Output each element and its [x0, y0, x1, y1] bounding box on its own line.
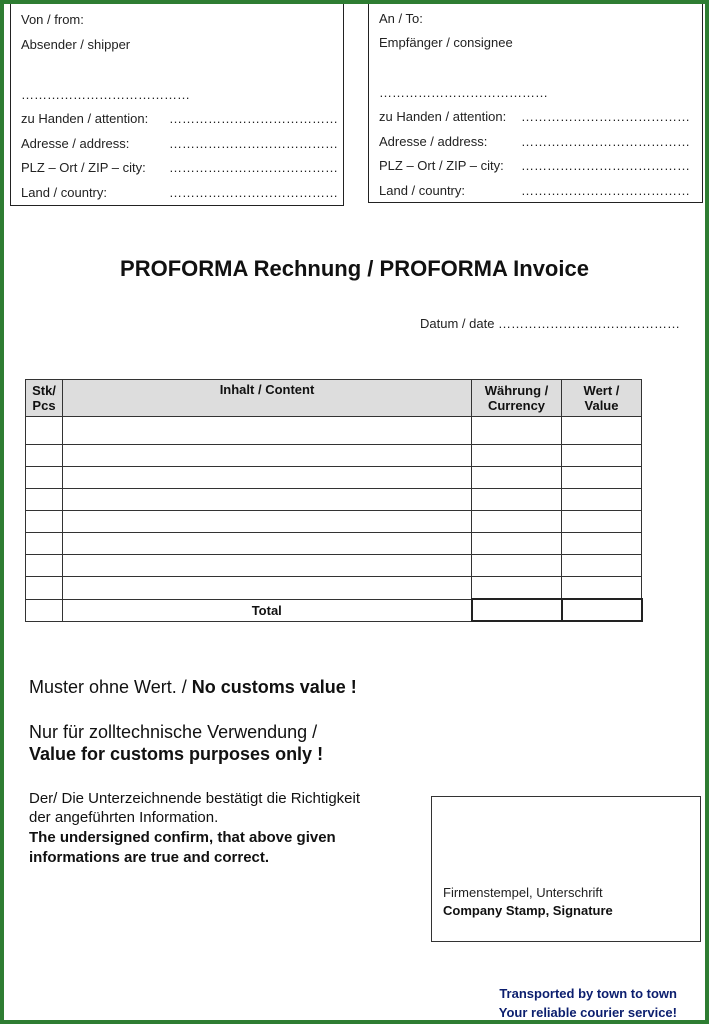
qty-cell[interactable] [26, 577, 63, 600]
table-row [26, 445, 642, 467]
currency-cell[interactable] [472, 577, 562, 600]
content-cell[interactable] [63, 511, 472, 533]
currency-cell[interactable] [472, 489, 562, 511]
table-row [26, 511, 642, 533]
qty-cell[interactable] [26, 467, 63, 489]
to-country-label: Land / country: [379, 183, 465, 198]
content-cell[interactable] [63, 577, 472, 600]
sender-label: Absender / shipper [21, 37, 131, 52]
value-cell[interactable] [562, 467, 642, 489]
customs-purpose-notice-en: Value for customs purposes only ! [29, 744, 324, 764]
recipient-name-line[interactable]: ………………………………… [379, 85, 548, 100]
from-country-label: Land / country: [21, 185, 107, 200]
total-qty-cell [26, 599, 63, 621]
qty-cell[interactable] [26, 555, 63, 577]
footer-line-1: Transported by town to town [499, 986, 677, 1001]
footer-tagline [499, 984, 677, 1022]
content-cell[interactable] [63, 417, 472, 445]
sender-name-line[interactable]: ………………………………… [21, 87, 190, 102]
value-cell[interactable] [562, 511, 642, 533]
content-cell[interactable] [63, 445, 472, 467]
table-row [26, 489, 642, 511]
currency-cell[interactable] [472, 533, 562, 555]
currency-cell[interactable] [472, 417, 562, 445]
recipient-address-box [368, 2, 703, 203]
invoice-table [25, 379, 643, 622]
from-attention-line[interactable]: ………………………………… [169, 111, 338, 126]
from-zip-line[interactable]: ………………………………… [169, 160, 338, 175]
to-zip-label: PLZ – Ort / ZIP – city: [379, 158, 504, 173]
table-header-row [26, 380, 642, 417]
qty-header: Stk/ Pcs [26, 380, 63, 417]
value-cell[interactable] [562, 577, 642, 600]
value-cell[interactable] [562, 489, 642, 511]
declaration-de-1: Der/ Die Unterzeichnende bestätigt die Richtigkeit [29, 790, 361, 807]
to-address-line[interactable]: ………………………………… [521, 134, 690, 149]
page-title: PROFORMA Rechnung / PROFORMA Invoice [120, 256, 589, 281]
currency-cell[interactable] [472, 467, 562, 489]
footer-line-2: Your reliable courier service! [498, 1005, 677, 1020]
content-cell[interactable] [63, 533, 472, 555]
table-row [26, 467, 642, 489]
content-header: Inhalt / Content [63, 380, 472, 417]
value-header: Wert / Value [562, 380, 642, 417]
customs-purpose-notice-de: Nur für zolltechnische Verwendung / [29, 722, 318, 742]
table-row [26, 417, 642, 445]
declaration-en-1: The undersigned confirm, that above given [29, 829, 336, 846]
sender-address-box [10, 2, 344, 206]
value-cell[interactable] [562, 533, 642, 555]
to-attention-line[interactable]: ………………………………… [521, 109, 690, 124]
total-label: Total [63, 599, 472, 621]
date-field[interactable]: Datum / date …………………………………… [420, 316, 681, 331]
content-cell[interactable] [63, 555, 472, 577]
to-attention-label: zu Handen / attention: [379, 109, 507, 124]
qty-cell[interactable] [26, 511, 63, 533]
table-row [26, 533, 642, 555]
table-row [26, 555, 642, 577]
declaration-de-2: der angeführten Information. [29, 809, 219, 826]
to-country-line[interactable]: ………………………………… [521, 183, 690, 198]
qty-cell[interactable] [26, 533, 63, 555]
to-header: An / To: [379, 11, 423, 26]
content-cell[interactable] [63, 467, 472, 489]
from-address-line[interactable]: ………………………………… [169, 136, 338, 151]
total-currency-cell[interactable] [472, 599, 562, 621]
from-zip-label: PLZ – Ort / ZIP – city: [21, 160, 146, 175]
from-header: Von / from: [21, 12, 84, 27]
currency-cell[interactable] [472, 445, 562, 467]
stamp-label-de: Firmenstempel, Unterschrift [443, 885, 603, 900]
no-customs-value-notice: Muster ohne Wert. / No customs value ! [29, 677, 357, 697]
to-zip-line[interactable]: ………………………………… [521, 158, 690, 173]
qty-cell[interactable] [26, 489, 63, 511]
currency-header: Währung / Currency [472, 380, 562, 417]
currency-cell[interactable] [472, 555, 562, 577]
qty-cell[interactable] [26, 417, 63, 445]
currency-cell[interactable] [472, 511, 562, 533]
content-cell[interactable] [63, 489, 472, 511]
to-address-label: Adresse / address: [379, 134, 488, 149]
stamp-signature-box[interactable] [431, 796, 701, 942]
recipient-label: Empfänger / consignee [379, 35, 513, 50]
table-row [26, 577, 642, 600]
total-value-cell[interactable] [562, 599, 642, 621]
from-address-label: Adresse / address: [21, 136, 130, 151]
stamp-label-en: Company Stamp, Signature [443, 903, 613, 918]
value-cell[interactable] [562, 555, 642, 577]
declaration-en-2: informations are true and correct. [29, 849, 270, 866]
value-cell[interactable] [562, 417, 642, 445]
total-row [26, 599, 642, 621]
qty-cell[interactable] [26, 445, 63, 467]
from-country-line[interactable]: ………………………………… [169, 185, 338, 200]
from-attention-label: zu Handen / attention: [21, 111, 149, 126]
value-cell[interactable] [562, 445, 642, 467]
